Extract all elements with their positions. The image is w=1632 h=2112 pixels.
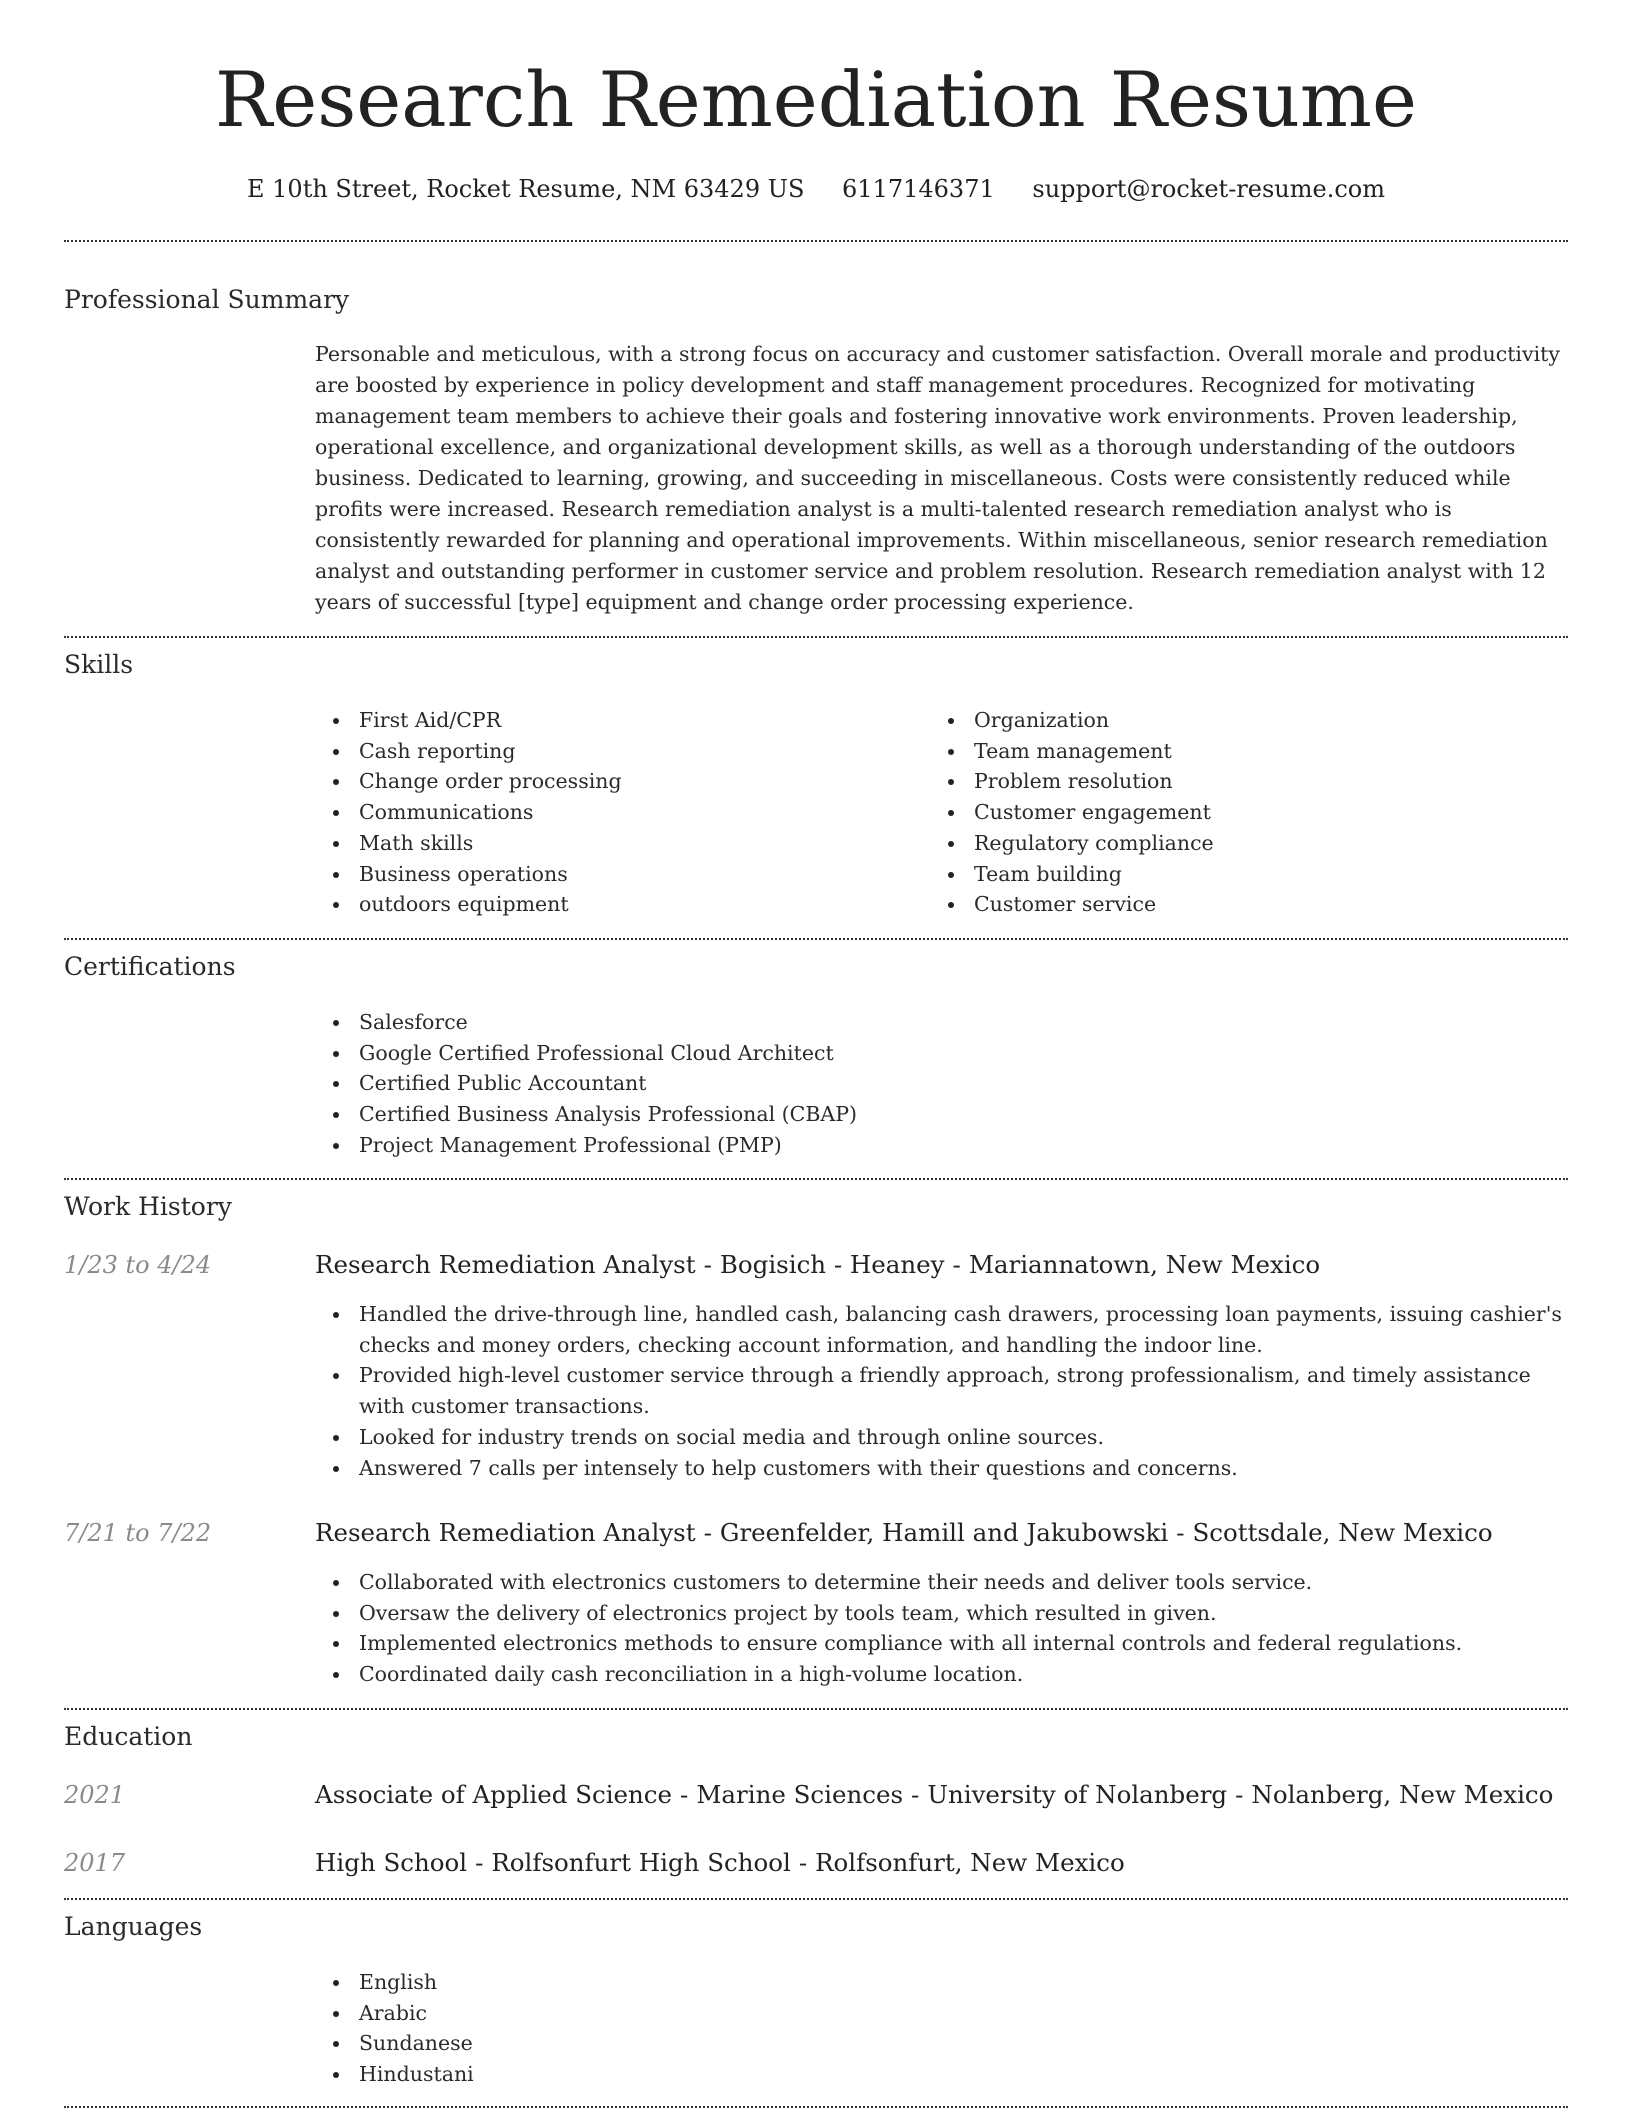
education-year: 2017	[64, 1849, 126, 1877]
education-field: Marine Sciences	[696, 1780, 904, 1809]
skill-item: First Aid/CPR	[315, 705, 915, 736]
section-title-certifications: Certifications	[64, 952, 236, 981]
certification-item: Salesforce	[315, 1007, 1568, 1038]
certification-item: Project Management Professional (PMP)	[315, 1130, 1568, 1161]
section-divider	[64, 2106, 1568, 2108]
section-title-languages: Languages	[64, 1912, 203, 1941]
job-location: Scottsdale, New Mexico	[1192, 1518, 1493, 1547]
summary-text: Personable and meticulous, with a strong focus on accuracy and customer satisfaction. Overall morale and productivity are boosted by experience in policy development and staff management procedures. Recognized for motivating management team members to achieve their goals and fostering innovative work environments. Proven leadership, operational excellence, and organizational development skills, as well as a thorough understanding of the outdoors business. Dedicated to learning, growing, and succeeding in miscellaneous. Costs were consistently reduced while profits were increased. Research remediation analyst is a multi-talented research remediation analyst who is consistently rewarded for planning and operational improvements. Within miscellaneous, senior research remediation analyst and outstanding performer in customer service and problem resolution. Research remediation analyst with 12 years of successful [type] equipment and change order processing experience.	[315, 342, 1560, 614]
skill-item: Organization	[930, 705, 1530, 736]
job-role: Research Remediation Analyst	[315, 1518, 696, 1547]
language-item: Arabic	[315, 1998, 1568, 2029]
section-divider	[64, 636, 1568, 638]
skill-item: Team management	[930, 736, 1530, 767]
job-bullet: Answered 7 calls per intensely to help customers with their questions and concerns.	[315, 1453, 1568, 1484]
job-bullet: Looked for industry trends on social media and through online sources.	[315, 1422, 1568, 1453]
language-item: Sundanese	[315, 2028, 1568, 2059]
job-dates: 1/23 to 4/24	[64, 1251, 212, 1279]
job-role: Research Remediation Analyst	[315, 1250, 696, 1279]
skill-item: Cash reporting	[315, 736, 915, 767]
resume-page	[64, 0, 1568, 2112]
skills-list-right	[930, 705, 1530, 920]
language-item: Hindustani	[315, 2059, 1568, 2090]
resume-name: Research Remediation Resume	[215, 55, 1417, 144]
section-title-education: Education	[64, 1722, 193, 1751]
skill-item: Communications	[315, 797, 915, 828]
skill-item: Customer service	[930, 889, 1530, 920]
section-title-skills: Skills	[64, 650, 134, 679]
contact-phone: 6117146371	[842, 175, 995, 203]
section-divider	[64, 1708, 1568, 1710]
skill-item: outdoors equipment	[315, 889, 915, 920]
section-title-work-history: Work History	[64, 1192, 232, 1221]
job-heading: Research Remediation Analyst - Bogisich - Heaney - Mariannatown, New Mexico	[315, 1250, 1321, 1279]
skill-item: Problem resolution	[930, 766, 1530, 797]
education-heading: High School - Rolfsonfurt High School - Rolfsonfurt, New Mexico	[315, 1848, 1125, 1877]
education-location: Nolanberg, New Mexico	[1251, 1780, 1554, 1809]
certification-item: Google Certified Professional Cloud Architect	[315, 1038, 1568, 1069]
education-degree: Associate of Applied Science	[315, 1780, 673, 1809]
job-bullet: Implemented electronics methods to ensure compliance with all internal controls and federal regulations.	[315, 1628, 1568, 1659]
job-company: Bogisich - Heaney	[719, 1250, 945, 1279]
job-bullets	[315, 1567, 1568, 1690]
job-company: Greenfelder, Hamill and Jakubowski	[719, 1518, 1169, 1547]
education-degree: High School	[315, 1848, 468, 1877]
section-divider	[64, 240, 1568, 242]
job-bullet: Coordinated daily cash reconciliation in a high-volume location.	[315, 1659, 1568, 1690]
job-bullets	[315, 1299, 1568, 1483]
education-location: Rolfsonfurt, New Mexico	[815, 1848, 1125, 1877]
skill-item: Math skills	[315, 828, 915, 859]
job-bullet: Oversaw the delivery of electronics project by tools team, which resulted in given.	[315, 1598, 1568, 1629]
section-divider	[64, 1178, 1568, 1180]
job-dates: 7/21 to 7/22	[64, 1519, 212, 1547]
job-bullet: Collaborated with electronics customers to determine their needs and deliver tools service.	[315, 1567, 1568, 1598]
education-school: University of Nolanberg	[927, 1780, 1228, 1809]
skill-item: Team building	[930, 859, 1530, 890]
job-heading: Research Remediation Analyst - Greenfelder, Hamill and Jakubowski - Scottsdale, New Mexico	[315, 1518, 1493, 1547]
contact-line	[64, 170, 1568, 208]
section-title-summary: Professional Summary	[64, 285, 350, 314]
skill-item: Business operations	[315, 859, 915, 890]
certifications-list	[315, 1007, 1568, 1161]
contact-email[interactable]: support@rocket-resume.com	[1032, 175, 1385, 203]
section-divider	[64, 938, 1568, 940]
skills-list-left	[315, 705, 915, 920]
job-location: Mariannatown, New Mexico	[968, 1250, 1321, 1279]
education-school: Rolfsonfurt High School	[491, 1848, 791, 1877]
languages-list	[315, 1967, 1568, 2090]
skill-item: Customer engagement	[930, 797, 1530, 828]
skill-item: Regulatory compliance	[930, 828, 1530, 859]
education-year: 2021	[64, 1781, 126, 1809]
job-bullet: Provided high-level customer service through a friendly approach, strong professionalism, and timely assistance with customer transactions.	[315, 1360, 1568, 1421]
section-divider	[64, 1898, 1568, 1900]
certification-item: Certified Public Accountant	[315, 1068, 1568, 1099]
job-bullet: Handled the drive-through line, handled cash, balancing cash drawers, processing loan payments, issuing cashier's checks and money orders, checking account information, and handling the indoor line.	[315, 1299, 1568, 1360]
skill-item: Change order processing	[315, 766, 915, 797]
certification-item: Certified Business Analysis Professional (CBAP)	[315, 1099, 1568, 1130]
education-heading: Associate of Applied Science - Marine Sciences - University of Nolanberg - Nolanberg, New Mexico	[315, 1780, 1554, 1809]
language-item: English	[315, 1967, 1568, 1998]
contact-address: E 10th Street, Rocket Resume, NM 63429 US	[247, 175, 805, 203]
